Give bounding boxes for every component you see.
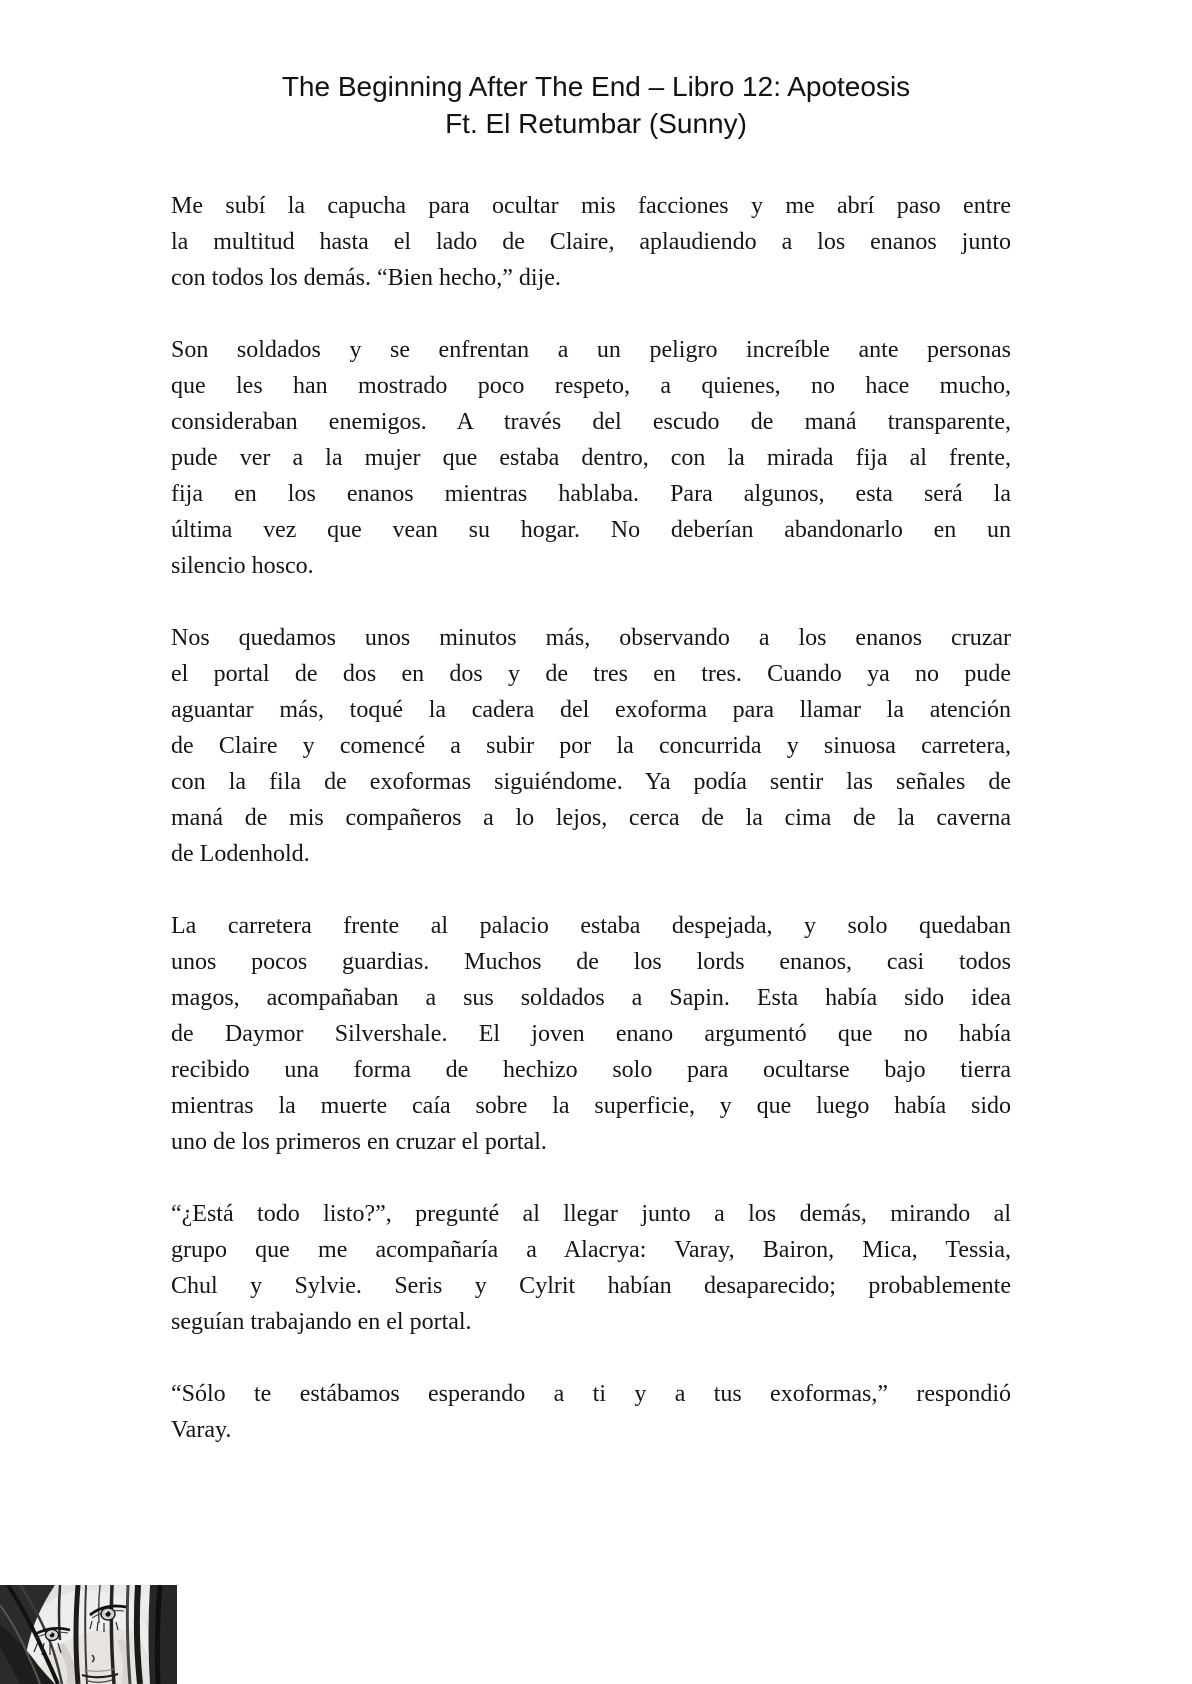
paragraph: [171, 332, 1011, 584]
text-line: Varay.: [171, 1417, 232, 1443]
paragraph: [171, 1196, 1011, 1340]
text-line: consideraban enemigos. A través del escudo de maná transparente,: [171, 409, 1011, 435]
text-line: con todos los demás. “Bien hecho,” dije.: [171, 265, 561, 291]
text-line: maná de mis compañeros a lo lejos, cerca de la cima de la caverna: [171, 805, 1011, 831]
text-line: La carretera frente al palacio estaba despejada, y solo quedaban: [171, 913, 1011, 939]
paragraph: [171, 908, 1011, 1160]
text-line: Son soldados y se enfrentan a un peligro increíble ante personas: [171, 337, 1011, 363]
text-line: que les han mostrado poco respeto, a quienes, no hace mucho,: [171, 373, 1011, 399]
text-line: mientras la muerte caía sobre la superficie, y que luego había sido: [171, 1093, 1011, 1119]
text-line: de Claire y comencé a subir por la concurrida y sinuosa carretera,: [171, 733, 1011, 759]
text-line: seguían trabajando en el portal.: [171, 1309, 472, 1335]
paragraph: [171, 188, 1011, 296]
title-line-1: The Beginning After The End – Libro 12: Apoteosis: [281, 71, 911, 102]
text-line: grupo que me acompañaría a Alacrya: Varay, Bairon, Mica, Tessia,: [171, 1237, 1011, 1263]
text-line: recibido una forma de hechizo solo para ocultarse bajo tierra: [171, 1057, 1011, 1083]
body-text: [171, 188, 1011, 1448]
text-line: de Lodenhold.: [171, 841, 310, 867]
text-line: aguantar más, toqué la cadera del exoforma para llamar la atención: [171, 697, 1011, 723]
text-line: silencio hosco.: [171, 553, 314, 579]
text-line: magos, acompañaban a sus soldados a Sapin. Esta había sido idea: [171, 985, 1011, 1011]
text-line: “¿Está todo listo?”, pregunté al llegar junto a los demás, mirando al: [171, 1201, 1011, 1227]
text-line: de Daymor Silvershale. El joven enano argumentó que no había: [171, 1021, 1011, 1047]
paragraph: [171, 1376, 1011, 1448]
text-line: pude ver a la mujer que estaba dentro, con la mirada fija al frente,: [171, 445, 1011, 471]
text-line: con la fila de exoformas siguiéndome. Ya podía sentir las señales de: [171, 769, 1011, 795]
page-title: [0, 0, 1192, 142]
paragraph: [171, 620, 1011, 872]
text-line: “Sólo te estábamos esperando a ti y a tus exoformas,” respondió: [171, 1381, 1011, 1407]
text-line: Chul y Sylvie. Seris y Cylrit habían desaparecido; probablemente: [171, 1273, 1011, 1299]
text-line: última vez que vean su hogar. No deberían abandonarlo en un: [171, 517, 1011, 543]
manga-face-image: [0, 1585, 177, 1684]
text-line: Me subí la capucha para ocultar mis facciones y me abrí paso entre: [171, 193, 1011, 219]
text-line: el portal de dos en dos y de tres en tres. Cuando ya no pude: [171, 661, 1011, 687]
title-line-2: Ft. El Retumbar (Sunny): [445, 108, 747, 139]
text-line: uno de los primeros en cruzar el portal.: [171, 1129, 547, 1155]
text-line: fija en los enanos mientras hablaba. Para algunos, esta será la: [171, 481, 1011, 507]
text-line: la multitud hasta el lado de Claire, aplaudiendo a los enanos junto: [171, 229, 1011, 255]
text-line: unos pocos guardias. Muchos de los lords enanos, casi todos: [171, 949, 1011, 975]
text-line: Nos quedamos unos minutos más, observando a los enanos cruzar: [171, 625, 1011, 651]
